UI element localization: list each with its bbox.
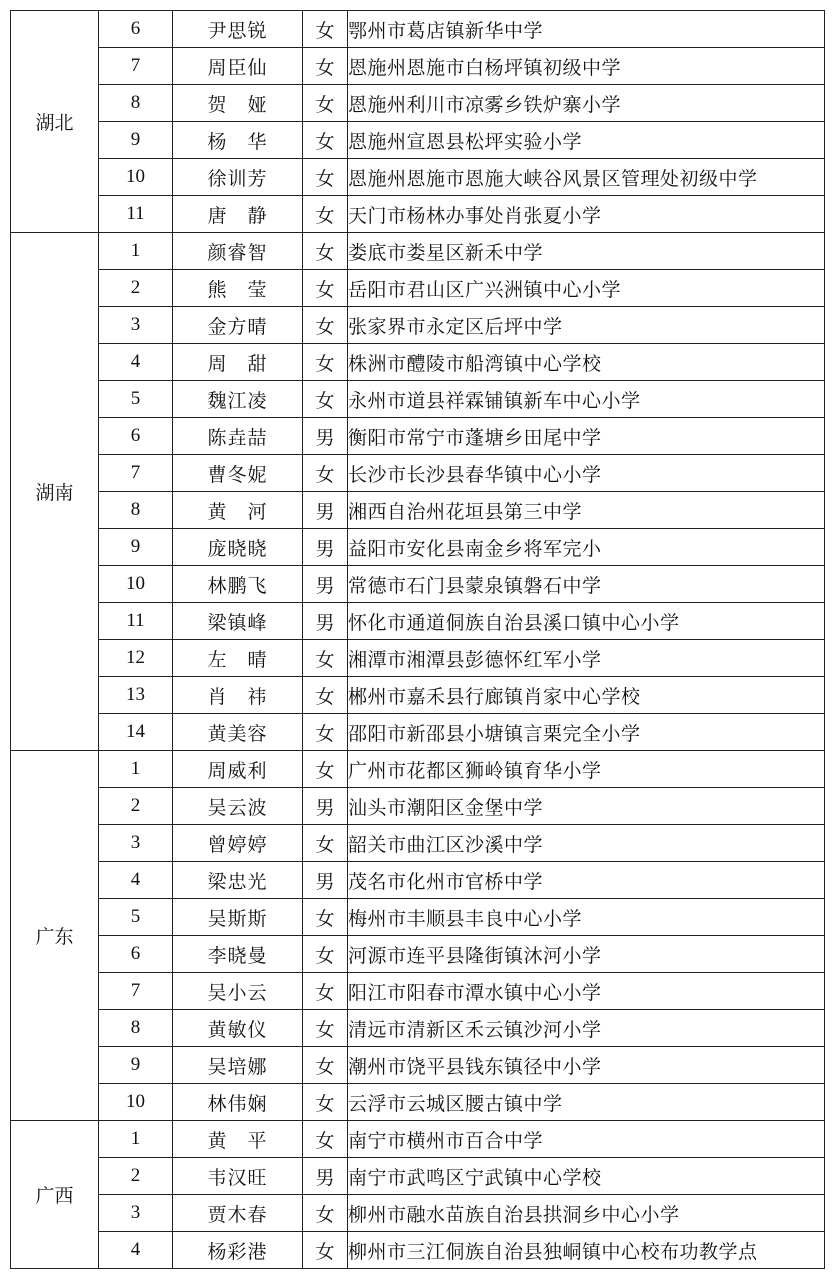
number-cell: 11 — [99, 603, 173, 640]
gender-cell: 男 — [303, 566, 348, 603]
number-cell: 10 — [99, 566, 173, 603]
province-cell: 广西 — [11, 1121, 99, 1269]
number-cell: 2 — [99, 1158, 173, 1195]
gender-cell: 女 — [303, 640, 348, 677]
school-cell: 柳州市三江侗族自治县独峒镇中心校布功教学点 — [348, 1232, 825, 1269]
table-row — [11, 492, 825, 529]
number-cell: 3 — [99, 825, 173, 862]
number-cell: 1 — [99, 1121, 173, 1158]
school-cell: 河源市连平县隆街镇沐河小学 — [348, 936, 825, 973]
number-cell: 8 — [99, 492, 173, 529]
gender-cell: 女 — [303, 85, 348, 122]
number-cell: 8 — [99, 1010, 173, 1047]
number-cell: 8 — [99, 85, 173, 122]
name-cell: 吴云波 — [173, 788, 303, 825]
table-row — [11, 1121, 825, 1158]
gender-cell: 女 — [303, 1232, 348, 1269]
gender-cell: 男 — [303, 862, 348, 899]
table-row — [11, 85, 825, 122]
roster-body — [11, 11, 825, 1269]
number-cell: 3 — [99, 307, 173, 344]
name-cell: 杨 华 — [173, 122, 303, 159]
table-row — [11, 1047, 825, 1084]
school-cell: 广州市花都区狮岭镇育华小学 — [348, 751, 825, 788]
table-row — [11, 455, 825, 492]
gender-cell: 女 — [303, 159, 348, 196]
table-row — [11, 936, 825, 973]
table-row — [11, 307, 825, 344]
school-cell: 柳州市融水苗族自治县拱洞乡中心小学 — [348, 1195, 825, 1232]
number-cell: 4 — [99, 862, 173, 899]
school-cell: 清远市清新区禾云镇沙河小学 — [348, 1010, 825, 1047]
number-cell: 3 — [99, 1195, 173, 1232]
table-row — [11, 11, 825, 48]
table-row — [11, 418, 825, 455]
number-cell: 7 — [99, 48, 173, 85]
name-cell: 曹冬妮 — [173, 455, 303, 492]
table-row — [11, 529, 825, 566]
number-cell: 2 — [99, 270, 173, 307]
name-cell: 曾婷婷 — [173, 825, 303, 862]
gender-cell: 女 — [303, 899, 348, 936]
gender-cell: 女 — [303, 714, 348, 751]
name-cell: 唐 静 — [173, 196, 303, 233]
gender-cell: 男 — [303, 603, 348, 640]
gender-cell: 女 — [303, 381, 348, 418]
school-cell: 湘西自治州花垣县第三中学 — [348, 492, 825, 529]
name-cell: 左 晴 — [173, 640, 303, 677]
school-cell: 恩施州利川市凉雾乡铁炉寨小学 — [348, 85, 825, 122]
school-cell: 永州市道县祥霖铺镇新车中心小学 — [348, 381, 825, 418]
gender-cell: 女 — [303, 455, 348, 492]
school-cell: 衡阳市常宁市蓬塘乡田尾中学 — [348, 418, 825, 455]
table-row — [11, 48, 825, 85]
name-cell: 林鹏飞 — [173, 566, 303, 603]
gender-cell: 女 — [303, 307, 348, 344]
number-cell: 9 — [99, 529, 173, 566]
table-row — [11, 566, 825, 603]
name-cell: 吴培娜 — [173, 1047, 303, 1084]
gender-cell: 女 — [303, 270, 348, 307]
name-cell: 黄 平 — [173, 1121, 303, 1158]
school-cell: 韶关市曲江区沙溪中学 — [348, 825, 825, 862]
number-cell: 13 — [99, 677, 173, 714]
name-cell: 黄美容 — [173, 714, 303, 751]
table-row — [11, 751, 825, 788]
school-cell: 鄂州市葛店镇新华中学 — [348, 11, 825, 48]
number-cell: 6 — [99, 11, 173, 48]
name-cell: 贾木春 — [173, 1195, 303, 1232]
number-cell: 2 — [99, 788, 173, 825]
province-cell: 湖北 — [11, 11, 99, 233]
name-cell: 杨彩港 — [173, 1232, 303, 1269]
name-cell: 熊 莹 — [173, 270, 303, 307]
province-cell: 湖南 — [11, 233, 99, 751]
table-row — [11, 973, 825, 1010]
school-cell: 茂名市化州市官桥中学 — [348, 862, 825, 899]
name-cell: 周 甜 — [173, 344, 303, 381]
school-cell: 怀化市通道侗族自治县溪口镇中心小学 — [348, 603, 825, 640]
name-cell: 梁镇峰 — [173, 603, 303, 640]
name-cell: 金方晴 — [173, 307, 303, 344]
number-cell: 9 — [99, 122, 173, 159]
name-cell: 庞晓晓 — [173, 529, 303, 566]
table-row — [11, 862, 825, 899]
table-row — [11, 270, 825, 307]
number-cell: 4 — [99, 1232, 173, 1269]
name-cell: 徐训芳 — [173, 159, 303, 196]
gender-cell: 女 — [303, 1084, 348, 1121]
school-cell: 湘潭市湘潭县彭德怀红军小学 — [348, 640, 825, 677]
table-row — [11, 1084, 825, 1121]
table-row — [11, 196, 825, 233]
number-cell: 7 — [99, 455, 173, 492]
gender-cell: 男 — [303, 492, 348, 529]
gender-cell: 女 — [303, 677, 348, 714]
table-row — [11, 1158, 825, 1195]
school-cell: 恩施州恩施市恩施大峡谷风景区管理处初级中学 — [348, 159, 825, 196]
name-cell: 肖 祎 — [173, 677, 303, 714]
name-cell: 李晓曼 — [173, 936, 303, 973]
school-cell: 娄底市娄星区新禾中学 — [348, 233, 825, 270]
table-row — [11, 1010, 825, 1047]
name-cell: 魏江凌 — [173, 381, 303, 418]
table-row — [11, 788, 825, 825]
school-cell: 潮州市饶平县钱东镇径中小学 — [348, 1047, 825, 1084]
gender-cell: 男 — [303, 1158, 348, 1195]
gender-cell: 女 — [303, 1047, 348, 1084]
roster-table — [10, 10, 825, 1269]
name-cell: 颜睿智 — [173, 233, 303, 270]
table-row — [11, 122, 825, 159]
school-cell: 邵阳市新邵县小塘镇言栗完全小学 — [348, 714, 825, 751]
gender-cell: 女 — [303, 344, 348, 381]
table-row — [11, 640, 825, 677]
number-cell: 4 — [99, 344, 173, 381]
gender-cell: 女 — [303, 973, 348, 1010]
name-cell: 梁忠光 — [173, 862, 303, 899]
number-cell: 7 — [99, 973, 173, 1010]
school-cell: 长沙市长沙县春华镇中心小学 — [348, 455, 825, 492]
number-cell: 14 — [99, 714, 173, 751]
name-cell: 吴小云 — [173, 973, 303, 1010]
table-row — [11, 1195, 825, 1232]
number-cell: 11 — [99, 196, 173, 233]
gender-cell: 女 — [303, 936, 348, 973]
name-cell: 贺 娅 — [173, 85, 303, 122]
gender-cell: 女 — [303, 11, 348, 48]
number-cell: 6 — [99, 418, 173, 455]
school-cell: 恩施州恩施市白杨坪镇初级中学 — [348, 48, 825, 85]
table-row — [11, 381, 825, 418]
number-cell: 5 — [99, 381, 173, 418]
school-cell: 恩施州宣恩县松坪实验小学 — [348, 122, 825, 159]
table-row — [11, 344, 825, 381]
gender-cell: 男 — [303, 788, 348, 825]
gender-cell: 女 — [303, 1195, 348, 1232]
gender-cell: 女 — [303, 48, 348, 85]
name-cell: 尹思锐 — [173, 11, 303, 48]
school-cell: 张家界市永定区后坪中学 — [348, 307, 825, 344]
table-row — [11, 233, 825, 270]
name-cell: 黄敏仪 — [173, 1010, 303, 1047]
table-row — [11, 1232, 825, 1269]
gender-cell: 女 — [303, 751, 348, 788]
school-cell: 汕头市潮阳区金堡中学 — [348, 788, 825, 825]
gender-cell: 女 — [303, 1010, 348, 1047]
school-cell: 株洲市醴陵市船湾镇中心学校 — [348, 344, 825, 381]
number-cell: 1 — [99, 751, 173, 788]
number-cell: 12 — [99, 640, 173, 677]
gender-cell: 女 — [303, 196, 348, 233]
table-row — [11, 714, 825, 751]
number-cell: 10 — [99, 159, 173, 196]
school-cell: 云浮市云城区腰古镇中学 — [348, 1084, 825, 1121]
province-cell: 广东 — [11, 751, 99, 1121]
gender-cell: 女 — [303, 1121, 348, 1158]
school-cell: 郴州市嘉禾县行廊镇肖家中心学校 — [348, 677, 825, 714]
school-cell: 天门市杨林办事处肖张夏小学 — [348, 196, 825, 233]
number-cell: 1 — [99, 233, 173, 270]
school-cell: 阳江市阳春市潭水镇中心小学 — [348, 973, 825, 1010]
gender-cell: 女 — [303, 122, 348, 159]
gender-cell: 女 — [303, 825, 348, 862]
name-cell: 吴斯斯 — [173, 899, 303, 936]
number-cell: 5 — [99, 899, 173, 936]
school-cell: 岳阳市君山区广兴洲镇中心小学 — [348, 270, 825, 307]
table-row — [11, 159, 825, 196]
name-cell: 周威利 — [173, 751, 303, 788]
gender-cell: 男 — [303, 529, 348, 566]
table-row — [11, 677, 825, 714]
number-cell: 9 — [99, 1047, 173, 1084]
gender-cell: 男 — [303, 418, 348, 455]
name-cell: 黄 河 — [173, 492, 303, 529]
gender-cell: 女 — [303, 233, 348, 270]
school-cell: 南宁市横州市百合中学 — [348, 1121, 825, 1158]
school-cell: 益阳市安化县南金乡将军完小 — [348, 529, 825, 566]
number-cell: 6 — [99, 936, 173, 973]
name-cell: 陈垚喆 — [173, 418, 303, 455]
name-cell: 林伟娴 — [173, 1084, 303, 1121]
name-cell: 韦汉旺 — [173, 1158, 303, 1195]
school-cell: 梅州市丰顺县丰良中心小学 — [348, 899, 825, 936]
number-cell: 10 — [99, 1084, 173, 1121]
school-cell: 南宁市武鸣区宁武镇中心学校 — [348, 1158, 825, 1195]
table-row — [11, 825, 825, 862]
table-row — [11, 899, 825, 936]
school-cell: 常德市石门县蒙泉镇磐石中学 — [348, 566, 825, 603]
name-cell: 周臣仙 — [173, 48, 303, 85]
table-row — [11, 603, 825, 640]
